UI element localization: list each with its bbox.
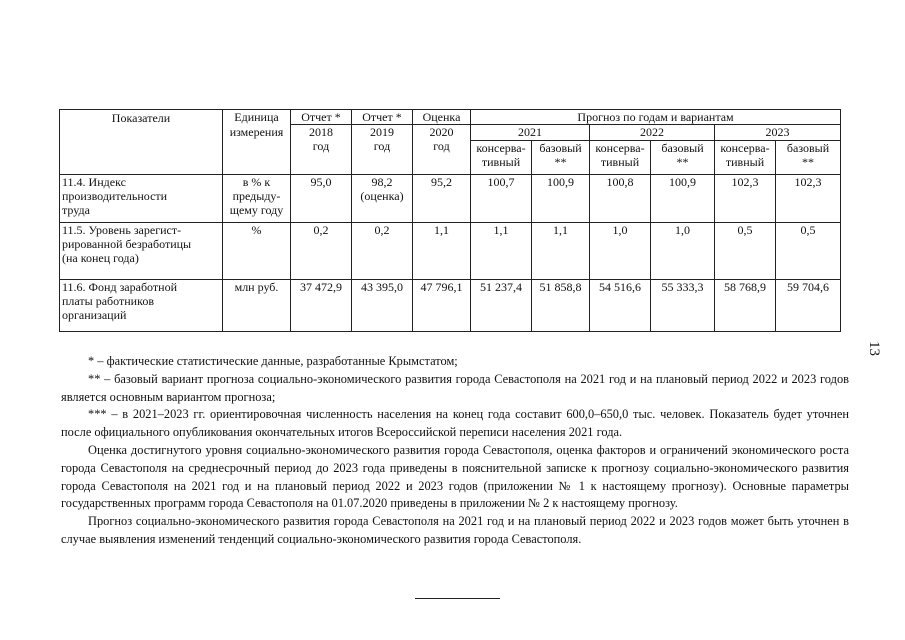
- header-indicators: Показатели: [60, 110, 223, 175]
- value-2018: 0,2: [291, 223, 352, 280]
- value-2018: 37 472,9: [291, 280, 352, 332]
- value-2022-conservative: 100,8: [590, 175, 651, 223]
- variant-label: тивный: [600, 155, 640, 169]
- value-2022-conservative: 54 516,6: [590, 280, 651, 332]
- header-row-1: [60, 110, 841, 125]
- variant-label: консерва-: [595, 141, 645, 155]
- table-row: [60, 223, 841, 280]
- year-suffix: год: [373, 139, 391, 153]
- value-2022-base: 1,0: [651, 223, 715, 280]
- indicator-line: производительности: [62, 189, 168, 203]
- row-indicator-name: [60, 223, 223, 280]
- value-2019-number: 98,2: [371, 175, 393, 189]
- indicator-line: 11.6. Фонд заработной: [62, 280, 177, 294]
- header-forecast-2023: 2023: [715, 125, 841, 141]
- row-unit: %: [223, 223, 291, 280]
- indicator-line: труда: [62, 203, 90, 217]
- value-2021-conservative: 51 237,4: [471, 280, 532, 332]
- value-2021-base: 100,9: [532, 175, 590, 223]
- value-2019: 43 395,0: [352, 280, 413, 332]
- value-2023-base: 59 704,6: [776, 280, 841, 332]
- value-2018: 95,0: [291, 175, 352, 223]
- value-2019: [352, 175, 413, 223]
- value-2023-base: 102,3: [776, 175, 841, 223]
- header-year-2019: [352, 125, 413, 175]
- header-forecast-2021: 2021: [471, 125, 590, 141]
- header-conservative-2022: [590, 141, 651, 175]
- header-forecast-2022: 2022: [590, 125, 715, 141]
- table-row: [60, 175, 841, 223]
- variant-label: **: [676, 155, 689, 169]
- variant-label: **: [554, 155, 567, 169]
- indicator-line: 11.4. Индекс: [62, 175, 126, 189]
- notes-section: [61, 353, 849, 549]
- footnote-actual-data: * – фактические статистические данные, разработанные Крымстатом;: [88, 354, 458, 368]
- variant-label: тивный: [481, 155, 521, 169]
- header-unit-line2: измерения: [223, 125, 291, 175]
- indicator-line: организаций: [62, 308, 127, 322]
- variant-label: тивный: [725, 155, 765, 169]
- value-2020: 1,1: [413, 223, 471, 280]
- header-estimate-2020: Оценка: [413, 110, 471, 125]
- value-2023-conservative: 0,5: [715, 223, 776, 280]
- value-2021-conservative: 100,7: [471, 175, 532, 223]
- year-2019: 2019: [370, 125, 394, 139]
- footnote-base-variant: ** – базовый вариант прогноза социально-экономического развития города Севастополя на 2021 год и на плановый период 2022 и 2023 годов является основным вариантом прогноза;: [61, 371, 849, 404]
- header-conservative-2023: [715, 141, 776, 175]
- value-2021-conservative: 1,1: [471, 223, 532, 280]
- value-2020: 95,2: [413, 175, 471, 223]
- variant-label: базовый: [539, 141, 582, 155]
- year-suffix: год: [433, 139, 450, 153]
- unit-line: щему году: [229, 203, 284, 217]
- header-unit-line1: Единица: [223, 110, 291, 125]
- variant-label: консерва-: [476, 141, 526, 155]
- header-conservative-2021: [471, 141, 532, 175]
- paragraph-assessment: Оценка достигнутого уровня социально-экономического развития города Севастополя, оценка факторов и ограничений экономического роста города Севастополя на среднесрочный период до 2023 года приведены в пояснительной записке к прогнозу социально-экономического развития города Севастополя на 2021 год и на плановый период 2022 и 2023 годов (приложении № 1 к настоящему прогнозу). Основные параметры государственных программ города Севастополя на 01.07.2020 приведены в приложении № 2 к настоящему прогнозу.: [61, 442, 849, 511]
- row-indicator-name: [60, 175, 223, 223]
- variant-label: базовый: [786, 141, 830, 155]
- year-2020: 2020: [429, 125, 454, 139]
- value-2021-base: 51 858,8: [532, 280, 590, 332]
- indicator-line: рированной безработицы: [62, 237, 192, 251]
- header-base-2023: [776, 141, 841, 175]
- header-base-2022: [651, 141, 715, 175]
- header-report-2019: Отчет *: [352, 110, 413, 125]
- unit-line: предыду-: [232, 189, 281, 203]
- header-forecast: Прогноз по годам и вариантам: [471, 110, 841, 125]
- page-number: 13: [866, 341, 882, 356]
- indicator-line: платы работников: [62, 294, 154, 308]
- value-2023-conservative: 102,3: [715, 175, 776, 223]
- variant-label: консерва-: [720, 141, 770, 155]
- table-row: [60, 280, 841, 332]
- value-2023-base: 0,5: [776, 223, 841, 280]
- closing-rule: [415, 598, 500, 599]
- value-2019: 0,2: [352, 223, 413, 280]
- value-2023-conservative: 58 768,9: [715, 280, 776, 332]
- year-2018: 2018: [309, 125, 333, 139]
- forecast-table: [59, 109, 841, 332]
- value-2021-base: 1,1: [532, 223, 590, 280]
- value-2022-base: 55 333,3: [651, 280, 715, 332]
- footnote-population: *** – в 2021–2023 гг. ориентировочная численность населения на конец года составит 600,0–650,0 тыс. человек. Показатель будет уточнен после официального опубликования окончательных итогов Всероссийской переписи населения 2021 года.: [61, 407, 849, 440]
- row-indicator-name: [60, 280, 223, 332]
- header-year-2018: [291, 125, 352, 175]
- indicator-line: (на конец года): [62, 251, 139, 265]
- value-2022-conservative: 1,0: [590, 223, 651, 280]
- value-2019-note: (оценка): [360, 189, 404, 203]
- header-year-2020: [413, 125, 471, 175]
- variant-label: базовый: [661, 141, 704, 155]
- unit-line: в % к: [242, 175, 271, 189]
- value-2020: 47 796,1: [413, 280, 471, 332]
- variant-label: **: [802, 155, 815, 169]
- row-unit: млн руб.: [223, 280, 291, 332]
- header-base-2021: [532, 141, 590, 175]
- indicator-line: 11.5. Уровень зарегист-: [62, 223, 182, 237]
- value-2022-base: 100,9: [651, 175, 715, 223]
- header-report-2018: Отчет *: [291, 110, 352, 125]
- year-suffix: год: [312, 139, 330, 153]
- row-unit: [223, 175, 291, 223]
- paragraph-forecast-update: Прогноз социально-экономического развития города Севастополя на 2021 год и на плановый период 2022 и 2023 годов может быть уточнен в случае выявления изменений тенденций социально-экономического развития города Севастополя.: [61, 514, 849, 546]
